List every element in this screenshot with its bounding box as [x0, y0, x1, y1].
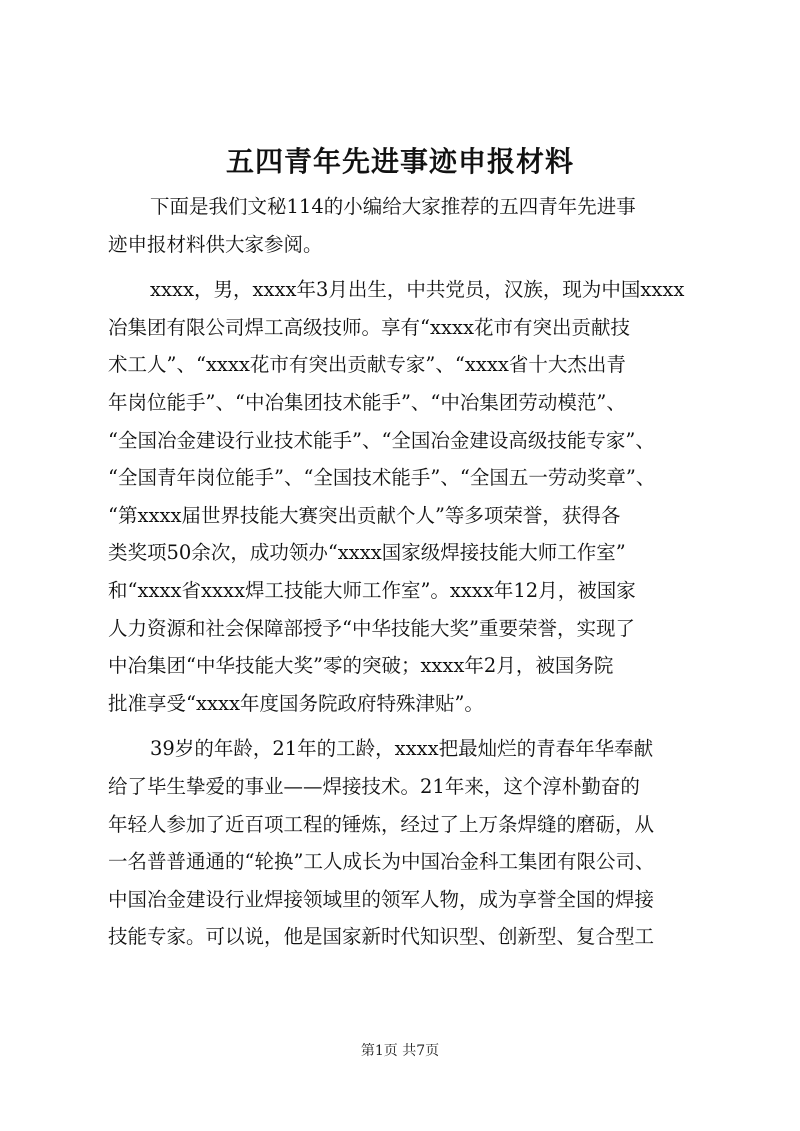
paragraph-2-line-4: 年岗位能手”、“中冶集团技术能手”、“中冶集团劳动模范”、: [108, 390, 626, 414]
document-body: [108, 188, 703, 956]
paragraph-2-line-1: xxxx，男，xxxx年3月出生，中共党员，汉族，现为中国xxxx: [150, 278, 685, 302]
paragraph-2-line-8: 类奖项50余次，成功领办“xxxx国家级焊接技能大师工作室”: [108, 541, 626, 565]
page-footer: 第1页 共7页: [360, 1043, 440, 1059]
paragraph-1-line-2: 迹申报材料供大家参阅。: [108, 232, 323, 256]
paragraph-2-line-12: 批准享受“xxxx年度国务院政府特殊津贴”。: [108, 691, 484, 715]
paragraph-3-line-3: 年轻人参加了近百项工程的锤炼，经过了上万条焊缝的磨砺，从: [108, 812, 655, 836]
paragraph-2-line-2: 冶集团有限公司焊工高级技师。享有“xxxx花市有突出贡献技: [108, 315, 630, 339]
paragraph-2-line-10: 人力资源和社会保障部授予“中华技能大奖”重要荣誉，实现了: [108, 616, 635, 640]
paragraph-3-line-5: 中国冶金建设行业焊接领域里的领军人物，成为享誉全国的焊接: [108, 887, 655, 911]
paragraph-3-line-1: 39岁的年龄，21年的工龄，xxxx把最灿烂的青春年华奉献: [150, 737, 654, 761]
paragraph-1-line-1: 下面是我们文秘114的小编给大家推荐的五四青年先进事: [150, 195, 636, 218]
paragraph-2-line-9: 和“xxxx省xxxx焊工技能大师工作室”。xxxx年12月，被国家: [108, 578, 636, 602]
paragraph-2-line-6: “全国青年岗位能手”、“全国技术能手”、“全国五一劳动奖章”、: [108, 466, 656, 490]
paragraph-2-line-11: 中冶集团“中华技能大奖”零的突破；xxxx年2月，被国务院: [108, 654, 614, 678]
page-title: 五四青年先进事迹申报材料: [225, 145, 574, 178]
paragraph-2-line-3: 术工人”、“xxxx花市有突出贡献专家”、“xxxx省十大杰出青: [108, 353, 626, 377]
paragraph-3-line-2: 给了毕生挚爱的事业——焊接技术。21年来，这个淳朴勤奋的: [108, 774, 640, 798]
paragraph-2-line-5: “全国冶金建设行业技术能手”、“全国冶金建设高级技能专家”、: [108, 428, 655, 452]
paragraph-3-line-4: 一名普普通通的“轮换”工人成长为中国冶金科工集团有限公司、: [108, 850, 655, 874]
paragraph-3-line-6: 技能专家。可以说，他是国家新时代知识型、创新型、复合型工: [108, 925, 655, 949]
paragraph-2-line-7: “第xxxx届世界技能大赛突出贡献个人”等多项荣誉，获得各: [108, 503, 621, 527]
